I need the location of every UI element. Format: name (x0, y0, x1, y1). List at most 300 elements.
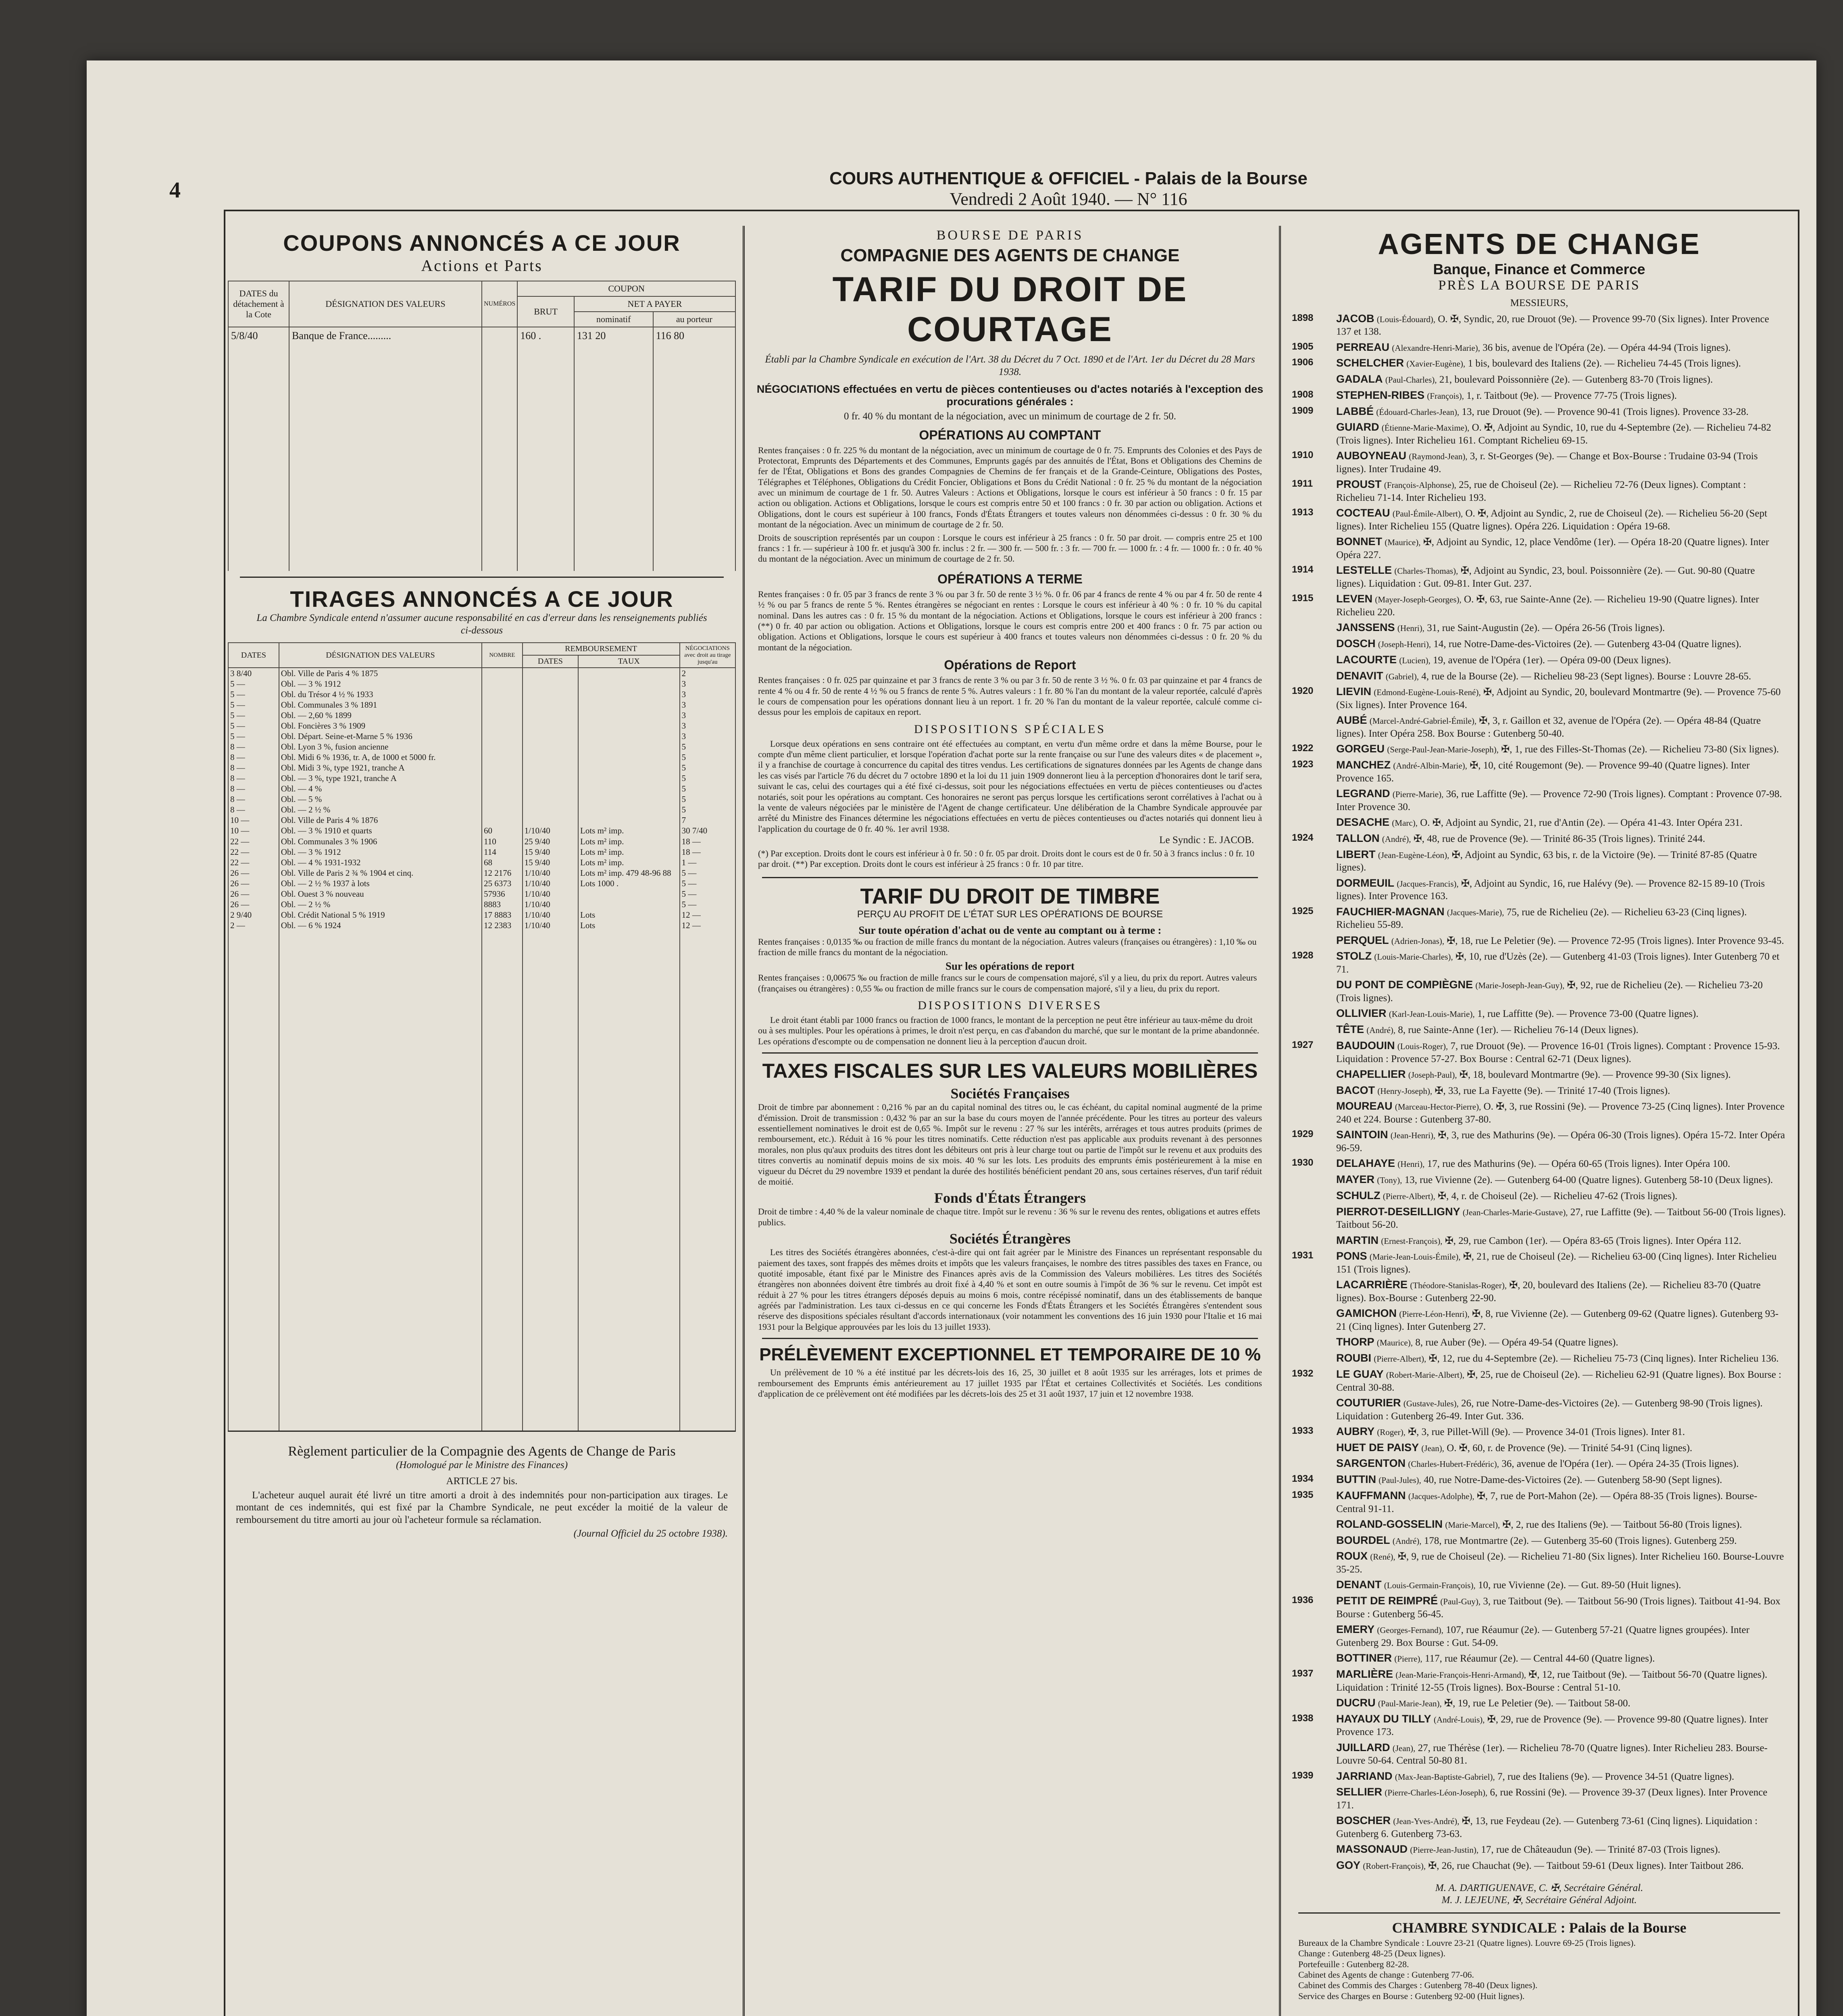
agent-name: LACOURTE (1336, 653, 1397, 666)
agent-firstnames: (Édouard-Charles-Jean), (1376, 407, 1460, 417)
prelevement-title: PRÉLÈVEMENT EXCEPTIONNEL ET TEMPORAIRE DE 10 % (759, 1345, 1261, 1365)
agent-name: MOUREAU (1336, 1100, 1393, 1112)
tirage-cell-n: Obl. Lyon 3 %, fusion ancienne (279, 741, 482, 752)
table-row (228, 825, 735, 836)
agent-details: 14, rue Notre-Dame-des-Victoires (2e). — Gutenberg 43-04 (Quatre lignes). (1433, 639, 1741, 650)
table-row (228, 773, 735, 783)
agent-name: GORGEU (1336, 743, 1385, 755)
tirage-cell-neg: 5 — (680, 899, 735, 910)
agent-name: BOSCHER (1336, 1814, 1391, 1827)
agent-firstnames: (Louis-Roger), (1397, 1041, 1448, 1051)
agent-name: HAYAUX DU TILLY (1336, 1712, 1431, 1725)
tirage-cell-rd (523, 741, 578, 752)
tirage-cell-t (578, 804, 680, 815)
agent-year: 1939 (1292, 1770, 1314, 1781)
agent-year: 1898 (1292, 312, 1314, 323)
table-row (228, 752, 735, 762)
timbre-subtitle: PERÇU AU PROFIT DE L'ÉTAT SUR LES OPÉRATIONS DE BOURSE (857, 908, 1163, 920)
table-row (228, 878, 735, 889)
agent-name: EMERY (1336, 1623, 1375, 1635)
agent-name: DUCRU (1336, 1696, 1376, 1709)
agent-details: 31, rue Saint-Augustin (2e). — Opéra 26-56 (Trois lignes). (1427, 623, 1665, 634)
agent-firstnames: (Marie-Joseph-Jean-Guy), (1475, 981, 1565, 991)
table-row (228, 889, 735, 899)
agent-name: LEGRAND (1336, 787, 1390, 800)
agent-details: 25, rue de Choiseul (2e). — Richelieu 72-76 (Deux lignes). Comptant : Richelieu 71-14. Inter Richelieu 193. (1336, 479, 1746, 503)
tirage-cell-n: Obl. Crédit National 5 % 1919 (279, 910, 482, 920)
agent-details: ✠, 1, rue des Filles-St-Thomas (2e). — Richelieu 73-80 (Six lignes). (1501, 744, 1779, 755)
tirage-cell-n: Obl. — 2 ½ % 1937 à lots (279, 878, 482, 889)
agent-firstnames: (Jean-Charles-Marie-Gustave), (1462, 1207, 1568, 1217)
agent-details: 40, rue Notre-Dame-des-Victoires (2e). — Gutenberg 58-90 (Sept lignes). (1424, 1475, 1722, 1485)
agent-year: 1929 (1292, 1129, 1314, 1140)
agent-entry (1292, 1068, 1787, 1081)
tirage-cell-rd: 25 9/40 (523, 836, 578, 847)
agent-firstnames: (Maurice), (1377, 1338, 1413, 1348)
agent-name: MANCHEZ (1336, 759, 1391, 771)
agent-firstnames: (Marie-Jean-Louis-Émile), (1369, 1252, 1461, 1262)
etats-text: Droit de timbre : 4,40 % de la valeur nominale de chaque titre. Impôt sur le revenu : 36 % sur le revenu des rentes, obligations et autres effets publics. (758, 1206, 1260, 1227)
agent-year: 1922 (1292, 743, 1314, 754)
courtage-notes: (*) Par exception. Droits dont le cours est inférieur à 0 fr. 50 : 0 fr. 05 par droit. Droits dont le cours est de 0 fr. 50 à 3 francs inclus : 0 fr. 10 par droit. (**) Par exception. Droits dont le cours est inférieur à 25 francs : 0 fr. 10 par titre. (758, 848, 1255, 869)
tirage-cell-nb (482, 815, 523, 825)
agent-firstnames: (Max-Jean-Baptiste-Gabriel), (1395, 1772, 1495, 1782)
tirage-cell-neg: 5 — (680, 878, 735, 889)
agent-name: JACOB (1336, 312, 1374, 325)
agent-details: ✠, 13, rue Feydeau (2e). — Gutenberg 73-61 (Cinq lignes). Liquidation : Gutenberg 6. Gutenberg 73-63. (1336, 1816, 1758, 1839)
agent-details: 7, rue des Italiens (9e). — Provence 34-51 (Quatre lignes). (1497, 1771, 1735, 1782)
agent-entry (1292, 934, 1787, 948)
agents-subtitle2: PRÈS LA BOURSE DE PARIS (1438, 278, 1640, 293)
agent-entry (1292, 1173, 1787, 1187)
tirage-cell-nb: 110 (482, 836, 523, 847)
agent-entry (1292, 669, 1787, 683)
agent-entry (1292, 1814, 1787, 1840)
column-divider-2 (1279, 226, 1281, 2016)
agent-name: JARRIAND (1336, 1770, 1393, 1782)
agent-name: LE GUAY (1336, 1368, 1384, 1380)
prelevement-text: Un prélèvement de 10 % a été institué par les décrets-lois des 16, 25, 30 juillet et 8 août 1935 sur les arrérages, lots et primes de remboursement des Emprunts émis antérieurement au 17 juillet 1935 par l'État et certaines Collectivités et Sociétés. Les conditions d'application de ce prélèvement ont été modifiées par les décrets-lois des 25 et 31 août 1937, 17 juin et 12 novembre 1938. (758, 1367, 1262, 1399)
tirage-cell-n: Obl. Midi 6 % 1936, tr. A, de 1000 et 5000 fr. (279, 752, 482, 762)
etr-text: Les titres des Sociétés étrangères abonnées, c'est-à-dire qui ont fait agréer par le Ministre des Finances un représentant responsable du paiement des taxes, sont frappés des mêmes droits et impôts que les valeurs françaises, le nombre des titres passibles des taxes en France, ou quotité imposable, étant fixé par le Ministre des Finances après avis de la Commission des Valeurs mobilières. Les titres des Sociétés étrangères non abonnées doivent être timbrés au droit fixé à 4,40 % et sont en outre soumis à l'impôt de 36 % sur le revenu. Cet impôt est réduit à 27 % pour les titres étrangers déposés depuis au moins 6 mois, contre récépissé nominatif, dans un des établissements de banque agréés par l'administration. Les taux ci-dessus en ce qui concerne les Fonds d'États Étrangers et les Sociétés Étrangères s'entendent sous réserve des dispositions spéciales résultant d'accords internationaux (voir notamment les conventions des 16 juin 1930 pour l'Italie et 16 mai 1931 pour la Belgique approuvées par les lois du 13 juillet 1933). (758, 1247, 1262, 1332)
agent-name: PETIT DE REIMPRÉ (1336, 1595, 1438, 1607)
agent-details: 19, avenue de l'Opéra (1er). — Opéra 09-00 (Deux lignes). (1433, 654, 1671, 666)
agent-firstnames: (Henri), (1397, 1159, 1425, 1169)
courtage-intro: Établi par la Chambre Syndicale en exécution de l'Art. 38 du Décret du 7 Oct. 1890 et de l'Art. 1er du Décret du 28 Mars 1938. (765, 354, 1255, 377)
cell-nominatif: 131 20 (574, 327, 653, 345)
tirage-cell-nb: 25 6373 (482, 878, 523, 889)
agent-details: 4, rue de la Bourse (2e). — Richelieu 98-23 (Sept lignes). Bourse : Louvre 28-65. (1421, 671, 1751, 682)
tirage-cell-rd: 1/10/40 (523, 825, 578, 836)
tirage-cell-d: 2 — (228, 920, 279, 931)
tirage-cell-d: 8 — (228, 773, 279, 783)
agent-entry (1292, 1696, 1787, 1710)
tirage-cell-nb (482, 689, 523, 700)
agent-firstnames: (Jacques-Marie), (1447, 907, 1504, 917)
agent-details: O. ✠, Adjoint au Syndic, 21, rue d'Antin (2e). — Opéra 41-43. Inter Opéra 231. (1420, 817, 1743, 828)
masthead-title: COURS AUTHENTIQUE & OFFICIEL - Palais de la Bourse (829, 169, 1308, 188)
agent-entry (1292, 312, 1787, 338)
agent-details: ✠, 33, rue La Fayette (9e). — Trinité 17-40 (Trois lignes). (1435, 1085, 1670, 1096)
agent-name: THORP (1336, 1336, 1374, 1348)
agent-firstnames: (Marie-Marcel), (1445, 1520, 1500, 1530)
agent-entry (1292, 1843, 1787, 1856)
col-header-dates: DATES (228, 643, 279, 668)
agent-firstnames: (Théodore-Stanislas-Roger), (1410, 1281, 1507, 1291)
tirages-rows (228, 668, 735, 931)
tirage-cell-neg: 3 (680, 710, 735, 721)
tirage-cell-n: Obl. — 3 % 1910 et quarts (279, 825, 482, 836)
agent-details: ✠, 9, rue de Choiseul (2e). — Richelieu 71-80 (Six lignes). Inter Richelieu 160. Bourse-Louvre 35-25. (1336, 1551, 1784, 1575)
agent-details: ✠, Adjoint au Syndic, 63 bis, r. de la Victoire (9e). — Trinité 87-85 (Quatre lignes). (1336, 849, 1757, 873)
agent-entry (1292, 1534, 1787, 1547)
tirage-cell-neg: 12 — (680, 920, 735, 931)
tirage-cell-n: Obl. — 4 % (279, 783, 482, 794)
tirage-cell-rd: 1/10/40 (523, 910, 578, 920)
agent-entry (1292, 506, 1787, 533)
terme-title: OPÉRATIONS A TERME (937, 571, 1083, 586)
agent-firstnames: (Pierre-Marie), (1392, 789, 1444, 799)
agent-details: O. ✠, Syndic, 20, rue Drouot (9e). — Provence 99-70 (Six lignes). Inter Provence 137 et 138. (1336, 313, 1769, 337)
agent-entry (1292, 1594, 1787, 1620)
tirage-cell-n: Obl. — 5 % (279, 794, 482, 804)
agent-name: DOSCH (1336, 637, 1376, 650)
agent-details: ✠, 19, rue Le Peletier (9e). — Taitbout 58-00. (1444, 1697, 1631, 1709)
agent-details: ✠, 7, rue de Port-Mahon (2e). — Opéra 88-35 (Trois lignes). Bourse-Central 91-11. (1336, 1490, 1758, 1514)
agent-name: GADALA (1336, 373, 1383, 385)
agent-details: O. ✠, Adjoint au Syndic, 10, rue du 4-Septembre (2e). — Richelieu 74-82 (Trois lignes). Inter Richelieu 161. Comptant Richelieu 69-15. (1336, 422, 1771, 446)
agent-details: 178, rue Montmartre (2e). — Gutenberg 35-60 (Trois lignes). Gutenberg 259. (1424, 1535, 1737, 1546)
taxes-title: TAXES FISCALES SUR LES VALEURS MOBILIÈRES (762, 1060, 1258, 1083)
terme-text: Rentes françaises : 0 fr. 05 par 3 francs de rente 3 % ou par 3 fr. 50 de rente 3 ½ %. 0 fr. 06 par 4 francs de rente 4 % ou par 4 fr. 50 de rente 4 ½ % ou par 5 francs de rente 5 %. Rentes étrangères se négociant en rentes : Lorsque le cours est inférieur à 40 % : 0 fr. 10 % du capital nominal. Dans les autres cas : 0 fr. 15 % du montant de la négociation. Actions et Obligations, lorsque le cours est inférieur à 200 francs : (**) 0 fr. 40 par action ou obligation. Actions et Obligations, lorsque le cours est compris entre 200 et 400 francs : 0 fr. 75 par action ou obligation. Actions et Obligations, lorsque le cours est supérieur à 400 francs et toutes valeurs non dénommées ci-dessus : 0 fr. 20 % du montant de la négociation. (758, 589, 1262, 652)
agent-details: 8, rue Auber (9e). — Opéra 49-54 (Quatre lignes). (1415, 1337, 1618, 1348)
tirage-cell-nb (482, 773, 523, 783)
agent-details: 107, rue Réaumur (2e). — Gutenberg 57-21 (Quatre lignes groupées). Inter Gutenberg 29. Box Bourse : Gut. 54-09. (1336, 1624, 1749, 1648)
agent-name: DORMEUIL (1336, 877, 1394, 889)
agent-firstnames: (Jean-Yves-André), (1393, 1816, 1460, 1826)
agent-entry (1292, 1307, 1787, 1333)
agent-entry (1292, 592, 1787, 619)
tirage-cell-neg: 3 (680, 721, 735, 731)
agent-name: BONNET (1336, 535, 1382, 548)
col-header-net: NET A PAYER (574, 296, 735, 312)
tirage-cell-nb (482, 721, 523, 731)
col-header-numeros: NUMÉROS (482, 281, 517, 327)
agent-name: KAUFFMANN (1336, 1489, 1406, 1502)
col-header-remboursement: REMBOURSEMENT (523, 643, 680, 655)
column-divider-1 (743, 226, 745, 2016)
table-row (228, 731, 735, 741)
reglement-source: (Journal Officiel du 25 octobre 1938). (573, 1528, 728, 1539)
tirage-cell-neg: 1 — (680, 857, 735, 868)
tirage-cell-neg: 5 (680, 783, 735, 794)
chambre-lines (1286, 1936, 1792, 2003)
agent-entry (1292, 742, 1787, 756)
agent-name: MASSONAUD (1336, 1843, 1408, 1856)
tirage-cell-d: 10 — (228, 825, 279, 836)
agent-entry (1292, 405, 1787, 419)
agent-firstnames: (Mayer-Joseph-Georges), (1375, 595, 1462, 605)
agent-entry (1292, 1352, 1787, 1365)
agent-details: 36 bis, avenue de l'Opéra (2e). — Opéra 44-94 (Trois lignes). (1483, 342, 1731, 353)
agent-name: CHAPELLIER (1336, 1068, 1406, 1080)
etr-title: Sociétés Étrangères (949, 1231, 1071, 1247)
masthead-date: Vendredi 2 Août 1940. — N° 116 (950, 189, 1187, 209)
agent-name: BAUDOUIN (1336, 1039, 1395, 1052)
tirage-cell-nb: 114 (482, 847, 523, 857)
comptant-text: Rentes françaises : 0 fr. 225 % du montant de la négociation, avec un minimum de courtage de 0 fr. 75. Emprunts des Colonies et des Pays de Protectorat, Emprunts des Départements et des Communes, Emprunts gagés par des annuités de l'État, Bons et Obligations des Chemins de fer de l'État, Obligations et Bons des grandes Compagnies de Chemins de fer français et de la Grande-Ceinture, Obligations des Postes, Télégraphes et Téléphones, Obligations du Crédit Foncier, Obligations et Bons du Crédit National : 0 fr. 25 % du montant de la négociation avec un minimum de courtage de 1 fr. 50. Autres Valeurs : Actions et Obligations, lorsque le cours est inférieur à 50 francs : 0 fr. 15 par action ou obligation. Actions et Obligations, lorsque le cours est compris entre 50 et 100 francs : 0 fr. 30 par action ou obligation. Actions et Obligations, dont le cours est supérieur à 100 francs, Fonds d'États Étrangers et toutes valeurs non dénommées ci-dessus : 0 fr. 30 % du montant de la négociation. Avec un minimum de courtage de 2 fr. 50. (758, 445, 1262, 530)
agent-entry (1292, 816, 1787, 829)
agent-name: SCHULZ (1336, 1189, 1381, 1202)
tirage-cell-d: 26 — (228, 868, 279, 878)
agent-firstnames: (Marcel-André-Gabriel-Émile), (1369, 716, 1477, 726)
agent-firstnames: (François), (1427, 391, 1464, 401)
bourse-label: BOURSE DE PARIS (936, 228, 1084, 243)
tirage-cell-t: Lots m² imp. (578, 847, 680, 857)
agent-entry (1292, 685, 1787, 711)
tirage-cell-n: Obl. — 3 %, type 1921, tranche A (279, 773, 482, 783)
agent-details: ✠, 18, boulevard Montmartre (9e). — Provence 99-30 (Six lignes). (1459, 1069, 1731, 1080)
agent-details: 13, rue Drouot (9e). — Provence 90-41 (Trois lignes). Provence 33-28. (1462, 406, 1749, 417)
agent-entry (1292, 1368, 1787, 1394)
agents-list (1286, 310, 1792, 1872)
tirage-cell-neg: 5 — (680, 889, 735, 899)
tirage-cell-neg: 3 (680, 679, 735, 689)
agent-name: LABBÉ (1336, 405, 1374, 417)
tirage-cell-n: Obl. — 2,60 % 1899 (279, 710, 482, 721)
tirage-cell-rd: 15 9/40 (523, 857, 578, 868)
messieurs-label: MESSIEURS, (1510, 298, 1568, 308)
agent-entry (1292, 1205, 1787, 1231)
agent-firstnames: (Pierre), (1394, 1654, 1422, 1664)
tirages-title: TIRAGES ANNONCÉS A CE JOUR (290, 586, 674, 612)
tirage-cell-t: Lots 1000 . (578, 878, 680, 889)
col-header-nominatif: nominatif (574, 312, 653, 327)
tirage-cell-nb (482, 794, 523, 804)
tirage-cell-neg: 7 (680, 815, 735, 825)
table-row (228, 815, 735, 825)
agent-firstnames: (Tony), (1377, 1175, 1402, 1185)
tirage-cell-nb: 68 (482, 857, 523, 868)
agent-details: 117, rue Réaumur (2e). — Central 44-60 (Quatre lignes). (1424, 1653, 1655, 1664)
agent-details: ✠, 8, rue Vivienne (2e). — Gutenberg 09-62 (Quatre lignes). Gutenberg 93-21 (Cinq lignes). Inter Gutenberg 27. (1336, 1308, 1779, 1332)
agent-entry (1292, 653, 1787, 667)
souscription-text: Droits de souscription représentés par un coupon : Lorsque le cours est inférieur à 25 francs : 0 fr. 50 par droit. — compris entre 25 et 100 francs : 1 fr. — supérieur à 100 fr. et jusqu'à 300 fr. inclus : 2 fr. — 300 fr. — 500 fr. : 3 fr. — 700 fr. — 1000 fr. : 4 fr. — 1000 fr. : 0 fr. 40 % du montant de la négociation. Avec un minimum de courtage de 2 fr. 50. (758, 532, 1262, 564)
tirage-cell-neg: 3 (680, 731, 735, 741)
agent-firstnames: (Adrien-Jonas), (1391, 936, 1444, 946)
agent-details: 36, avenue de l'Opéra (1er). — Opéra 24-35 (Trois lignes). (1501, 1458, 1739, 1470)
agent-firstnames: (Pierre-Léon-Henri), (1399, 1309, 1470, 1319)
agent-year: 1924 (1292, 832, 1314, 843)
timbre-title: TARIF DU DROIT DE TIMBRE (860, 884, 1160, 908)
agent-entry (1292, 373, 1787, 386)
tirage-cell-neg: 5 — (680, 868, 735, 878)
agent-name: DU PONT DE COMPIÈGNE (1336, 979, 1473, 991)
agent-year: 1908 (1292, 389, 1314, 400)
agent-details: ✠, 4, r. de Choiseul (2e). — Richelieu 47-62 (Trois lignes). (1438, 1190, 1678, 1202)
agent-name: SCHELCHER (1336, 357, 1404, 369)
fr-text: Droit de timbre par abonnement : 0,216 % par an du capital nominal des titres ou, le cas échéant, du capital nominal augmenté de la prime d'émission. Droit de transmission : 0,432 % par an sur la base du cours moyen de l'année précédente. Pour les titres au porteur des valeurs essentiellement nominatives le droit est de 0,65 %. Impôt sur le revenu : 27 % sur les intérêts, arrérages et tous autres produits (primes de remboursement, etc.). Réduit à 16 % pour les titres nominatifs. Cette réduction n'est pas applicable aux produits revenant à des personnes morales, non plus qu'aux produits des titres dont les débiteurs ont pris à leur charge tout ou partie de l'impôt sur le revenu et aux produits des titres convertis au nominatif depuis moins de six mois. 40 % sur les lots. Les produits des emprunts émis postérieurement à la mise en vigueur du Décret du 29 novembre 1939 et pendant la durée des hostilités bénéficient pendant 20 ans, sous certaines réserves, d'un tarif réduit de moitié. (758, 1102, 1262, 1187)
compagnie-label: COMPAGNIE DES AGENTS DE CHANGE (840, 246, 1180, 265)
table-row (228, 327, 735, 345)
agent-name: STEPHEN-RIBES (1336, 389, 1425, 401)
tirage-cell-t: Lots m² imp. (578, 825, 680, 836)
tirage-cell-nb (482, 783, 523, 794)
tirage-cell-d: 26 — (228, 899, 279, 910)
tirage-cell-d: 5 — (228, 731, 279, 741)
agent-year: 1931 (1292, 1250, 1314, 1261)
report-title: Opérations de Report (944, 658, 1076, 673)
agent-firstnames: (Paul-Charles), (1385, 375, 1437, 385)
agent-name: SELLIER (1336, 1786, 1383, 1798)
agent-firstnames: (Paul-Émile-Albert), (1392, 509, 1463, 519)
agent-firstnames: (Gustave-Jules), (1403, 1398, 1459, 1408)
agent-details: ✠, 21, rue de Choiseul (2e). — Richelieu 63-00 (Cinq lignes). Inter Richelieu 151 (Trois lignes). (1336, 1251, 1777, 1275)
agent-name: DELAHAYE (1336, 1157, 1395, 1170)
agent-details: 26, rue Notre-Dame-des-Victoires (2e). — Gutenberg 98-90 (Trois lignes). Liquidation : Gutenberg 26-49. Inter Gut. 336. (1336, 1397, 1763, 1422)
agent-details: 6, rue Rossini (9e). — Provence 39-37 (Deux lignes). Inter Provence 171. (1336, 1787, 1768, 1811)
agent-entry (1292, 978, 1787, 1004)
negociations-text: 0 fr. 40 % du montant de la négociation, avec un minimum de courtage de 2 fr. 50. (843, 411, 1177, 422)
agent-firstnames: (Charles-Thomas), (1394, 566, 1458, 576)
agent-details: ✠, 10, cité Rougemont (9e). — Provence 99-40 (Quatre lignes). Inter Provence 165. (1336, 760, 1750, 784)
agent-entry (1292, 421, 1787, 447)
tirage-cell-t: Lots (578, 920, 680, 931)
tirage-cell-t (578, 783, 680, 794)
tirage-cell-t (578, 773, 680, 783)
tirage-cell-nb (482, 700, 523, 710)
tirage-cell-neg: 18 — (680, 836, 735, 847)
agent-entry (1292, 1623, 1787, 1649)
tirage-cell-rd (523, 762, 578, 773)
agent-year: 1928 (1292, 950, 1314, 961)
agent-name: DENANT (1336, 1579, 1382, 1591)
agent-entry (1292, 341, 1787, 354)
tirage-cell-d: 8 — (228, 783, 279, 794)
agent-entry (1292, 1396, 1787, 1422)
secretaire-adjoint: M. J. LEJEUNE, ✠, Secrétaire Général Adjoint. (1441, 1895, 1637, 1906)
agent-firstnames: (Robert-François), (1363, 1861, 1426, 1871)
agent-details: ✠, 12, rue du 4-Septembre (2e). — Richelieu 75-73 (Cinq lignes). Inter Richelieu 136. (1429, 1353, 1779, 1364)
table-row (228, 783, 735, 794)
agent-name: MARTIN (1336, 1234, 1379, 1246)
tirage-cell-n: Obl. Ville de Paris 4 % 1876 (279, 815, 482, 825)
agent-details: ✠, 3, rue Pillet-Will (9e). — Provence 34-01 (Trois lignes). Inter 81. (1408, 1426, 1685, 1437)
tirage-cell-d: 22 — (228, 857, 279, 868)
agent-entry (1292, 1578, 1787, 1592)
cell-name: Banque de France......... (289, 327, 482, 345)
agent-year: 1906 (1292, 357, 1314, 368)
agent-year: 1930 (1292, 1157, 1314, 1168)
tirage-cell-n: Obl. — 4 % 1931-1932 (279, 857, 482, 868)
tirage-cell-d: 8 — (228, 794, 279, 804)
agents-title: AGENTS DE CHANGE (1378, 228, 1701, 260)
tirage-cell-neg: 12 — (680, 910, 735, 920)
agent-name: PONS (1336, 1250, 1367, 1262)
agent-year: 1934 (1292, 1473, 1314, 1484)
agent-details: 36, rue Laffitte (9e). — Provence 72-90 (Trois lignes). Comptant : Provence 07-98. Inter Provence 30. (1336, 789, 1782, 812)
agent-details: ✠, 3, r. Gaillon et 32, avenue de l'Opéra (2e). — Opéra 48-84 (Quatre lignes). Inter Opéra 258. Box Bourse : Gutenberg 50-40. (1336, 715, 1761, 739)
agent-firstnames: (Jacques-Adolphe), (1408, 1491, 1474, 1501)
agent-entry (1292, 1250, 1787, 1276)
tirage-cell-t (578, 794, 680, 804)
col-header-negociations: NÉGOCIATIONS avec droit au tirage jusqu'au (680, 643, 735, 668)
col-header-taux: TAUX (578, 655, 680, 668)
tirage-cell-d: 8 — (228, 762, 279, 773)
agent-firstnames: (Louis-Germain-François), (1384, 1581, 1476, 1591)
tirage-cell-neg: 18 — (680, 847, 735, 857)
tirage-cell-n: Obl. — 6 % 1924 (279, 920, 482, 931)
tirage-cell-t (578, 721, 680, 731)
table-row (228, 899, 735, 910)
col-header-coupon: COUPON (517, 281, 735, 296)
agent-name: SAINTOIN (1336, 1129, 1388, 1141)
agent-firstnames: (André-Albin-Marie), (1393, 761, 1467, 771)
agent-firstnames: (Alexandre-Henri-Marie), (1392, 343, 1480, 353)
tirage-cell-rd (523, 752, 578, 762)
table-row (228, 700, 735, 710)
agent-firstnames: (Louis-Marie-Charles), (1374, 952, 1453, 962)
tirage-cell-neg: 3 (680, 700, 735, 710)
cell-porteur: 116 80 (653, 327, 735, 345)
tirage-cell-d: 10 — (228, 815, 279, 825)
tirage-cell-rd (523, 710, 578, 721)
tirage-cell-t (578, 710, 680, 721)
agent-details: O. ✠, 63, rue Sainte-Anne (2e). — Richelieu 19-90 (Quatre lignes). Inter Richelieu 220. (1336, 594, 1759, 618)
agent-firstnames: (Joseph-Henri), (1378, 639, 1431, 649)
agent-year: 1915 (1292, 593, 1314, 604)
tirage-cell-t: Lots m² imp. 479 48-96 88 (578, 868, 680, 878)
agent-entry (1292, 1234, 1787, 1248)
agent-entry (1292, 1039, 1787, 1065)
column-middle (750, 212, 1270, 2016)
agent-entry (1292, 637, 1787, 651)
dispositions-text: Lorsque deux opérations en sens contraire ont été effectuées au comptant, en vertu d'un même ordre et dans la même Bourse, pour le compte d'un même client particulier, et lorsque l'opération d'achat porte sur la rente française ou sur l'une des valeurs dites « de placement », il y a franchise de courtage à concurrence du capital des titres vendus. Les certifications de signatures données par les Agents de change dans les cas visés par l'article 76 du décret du 7 octobre 1890 et la loi du 11 juin 1909 donneront lieu à la perception d'honoraires dont le tarif sera, suivant le cas, celui des courtages qui a été fixé ci-dessus, soit pour les négociations effectuées en vertu de pièces contentieuses ou d'actes notariés, soit pour les opérations au comptant. Ces honoraires ne seront pas perçus lorsque les certifications seront corrélatives à l'achat ou à la vente de valeurs négociées par le ministère de l'Agent de change certificateur. Une délibération de la Chambre Syndicale approuvée par arrêté du Ministre des Finances détermine les négociations effectuées en vertu de pièces contentieuses ou d'actes notariés qui donnent lieu à l'application du courtage de 0 fr. 40 %. 1er avril 1938. (758, 738, 1262, 834)
tirage-cell-neg: 2 (680, 668, 735, 679)
agent-firstnames: (Henry-Joseph), (1377, 1086, 1433, 1096)
agent-details: ✠, 25, rue de Choiseul (2e). — Richelieu 62-91 (Quatre lignes). Box Bourse : Central 30-88. (1336, 1369, 1782, 1393)
agent-entry (1292, 1473, 1787, 1487)
agents-subtitle: Banque, Finance et Commerce (1433, 261, 1645, 277)
agent-firstnames: (Karl-Jean-Louis-Marie), (1389, 1009, 1475, 1019)
tirage-cell-rd (523, 794, 578, 804)
agent-details: 27, rue Thérèse (1er). — Richelieu 78-70 (Quatre lignes). Inter Richelieu 283. Bourse-Louvre 50-64. Central 50-80 81. (1336, 1742, 1768, 1766)
agent-year: 1933 (1292, 1425, 1314, 1436)
agent-name: COUTURIER (1336, 1396, 1401, 1409)
agent-details: 10, rue Vivienne (2e). — Gut. 89-50 (Huit lignes). (1478, 1580, 1681, 1591)
coupons-table (228, 281, 736, 571)
agent-details: ✠, 92, rue de Richelieu (2e). — Richelieu 73-20 (Trois lignes). (1336, 980, 1763, 1004)
chambre-line: Cabinet des Agents de change : Gutenberg 77-06. (1298, 1969, 1474, 1980)
etats-title: Fonds d'États Étrangers (934, 1190, 1086, 1206)
agent-details: O. ✠, 60, r. de Provence (9e). — Trinité 54-91 (Cinq lignes). (1447, 1442, 1693, 1454)
agent-name: JUILLARD (1336, 1741, 1390, 1754)
agent-name: PERQUEL (1336, 934, 1389, 946)
tirage-cell-rd (523, 815, 578, 825)
agent-entry (1292, 535, 1787, 561)
tirage-cell-neg: 5 (680, 804, 735, 815)
agent-year: 1936 (1292, 1595, 1314, 1606)
agent-year: 1925 (1292, 905, 1314, 916)
tirage-cell-neg: 5 (680, 752, 735, 762)
table-row (228, 679, 735, 689)
tirage-cell-d: 22 — (228, 836, 279, 847)
agent-details: ✠, 10, rue d'Uzès (2e). — Gutenberg 41-03 (Trois lignes). Inter Gutenberg 70 et 71. (1336, 951, 1780, 975)
agent-name: LIEVIN (1336, 685, 1372, 698)
tirage-cell-n: Obl. Foncières 3 % 1909 (279, 721, 482, 731)
agent-firstnames: (François-Alphonse), (1384, 480, 1456, 490)
tirage-cell-neg: 5 (680, 794, 735, 804)
